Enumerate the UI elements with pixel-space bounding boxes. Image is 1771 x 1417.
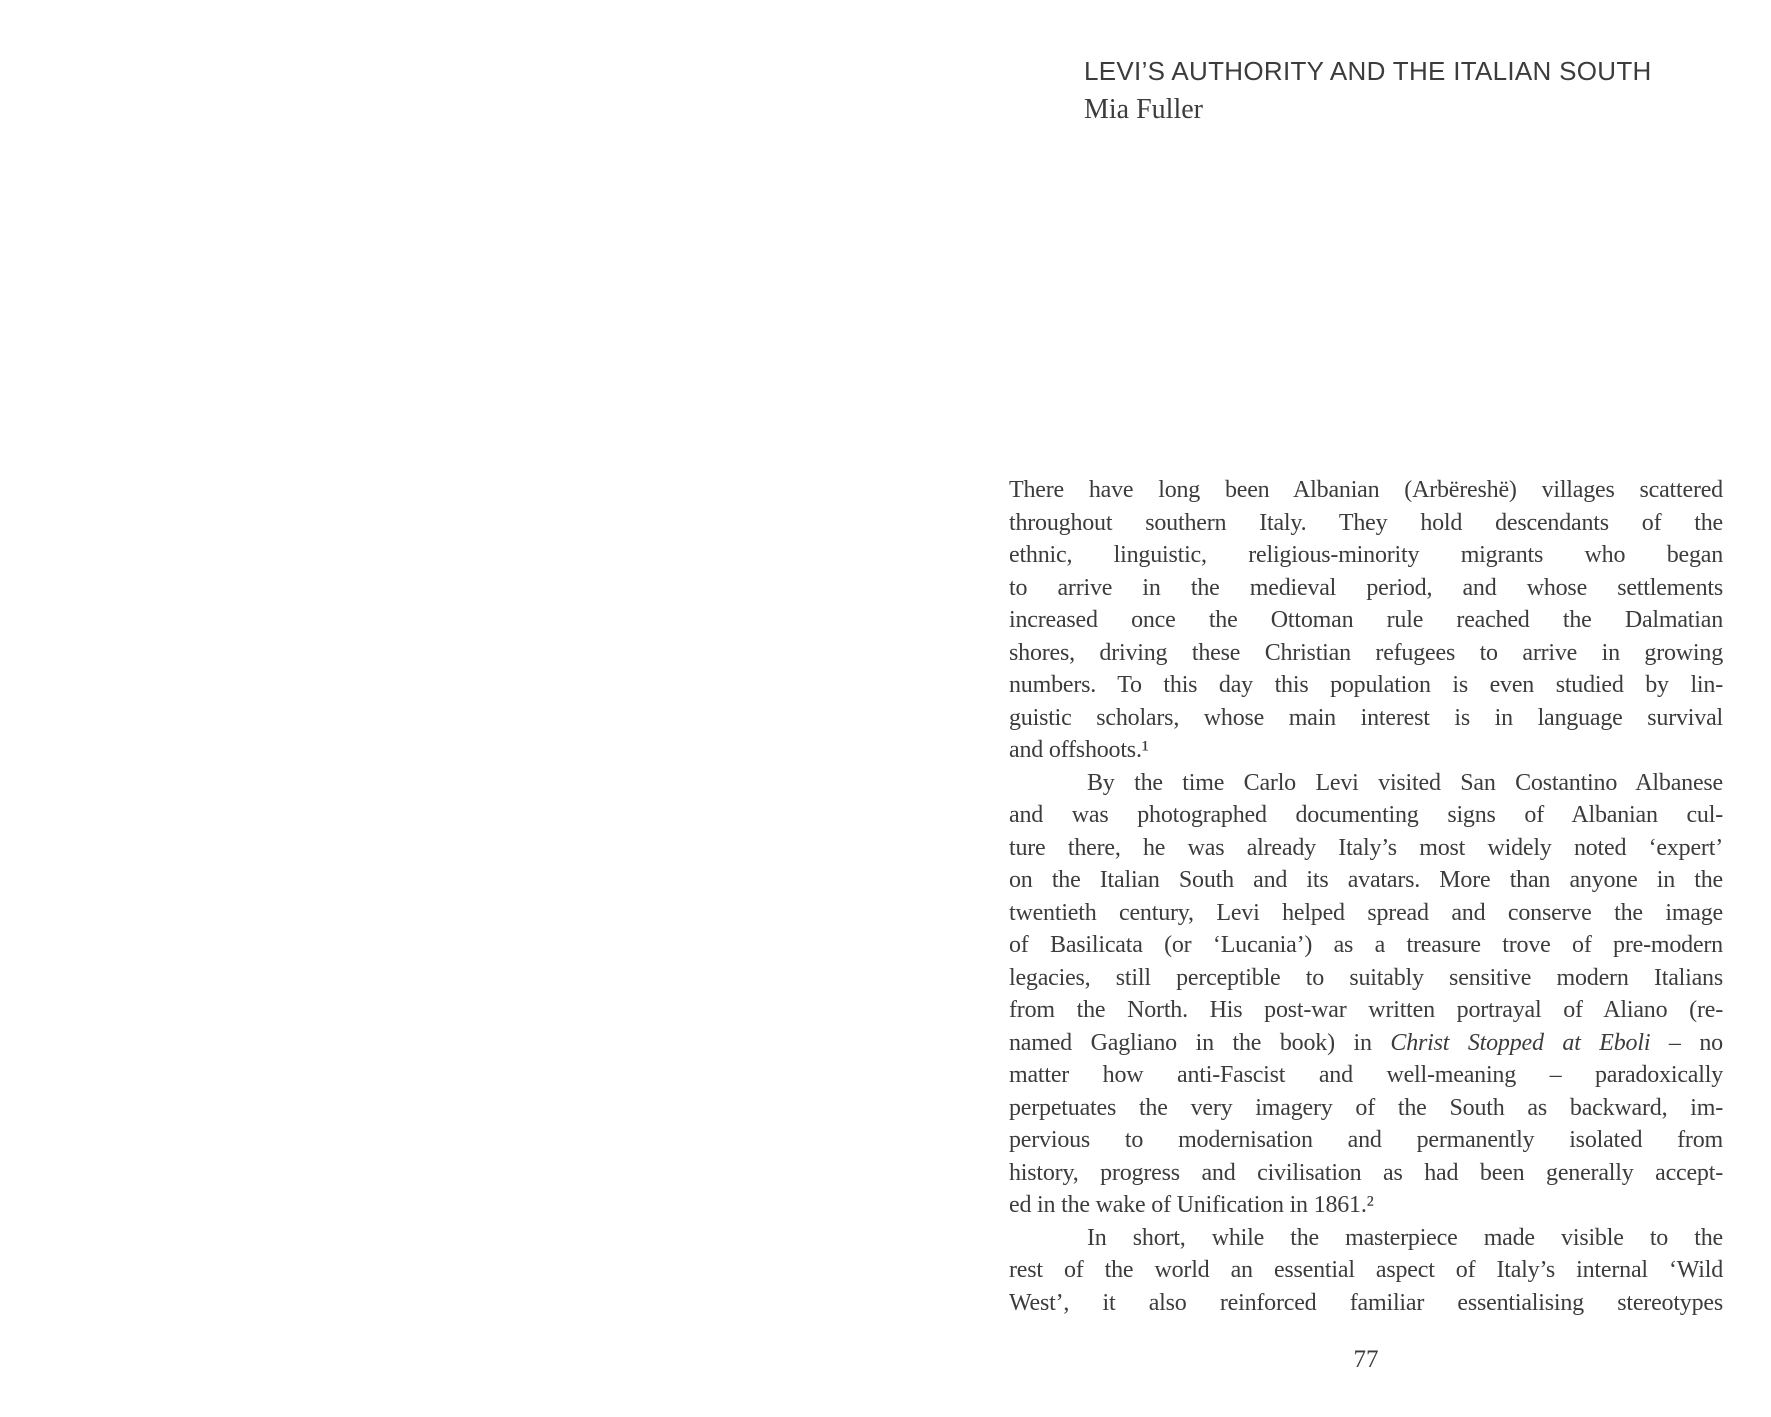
text-line: and was photographed documenting signs of Albanian cul- <box>1009 802 1723 828</box>
text-line: There have long been Albanian (Arbëreshë) villages scattered <box>1009 477 1723 503</box>
page-number: 77 <box>1353 1346 1379 1373</box>
text-line: By the time Carlo Levi visited San Costantino Albanese <box>1087 769 1723 796</box>
text-line: West’, it also reinforced familiar essentialising stereotypes <box>1009 1289 1723 1316</box>
text-line: pervious to modernisation and permanently isolated from <box>1009 1127 1723 1153</box>
text-line: ture there, he was already Italy’s most widely noted ‘expert’ <box>1009 834 1723 861</box>
text-line: matter how anti-Fascist and well-meaning – paradoxically <box>1009 1062 1723 1088</box>
text-line: named Gagliano in the book) in Christ Stopped at Eboli – no <box>1009 1029 1723 1056</box>
chapter-header <box>1084 56 1652 126</box>
text-line: rest of the world an essential aspect of Italy’s internal ‘Wild <box>1009 1257 1723 1283</box>
paragraph <box>1009 474 1723 767</box>
text-line: and offshoots.¹ <box>1009 737 1149 763</box>
text-line: to arrive in the medieval period, and whose settlements <box>1009 574 1723 601</box>
text-line: In short, while the masterpiece made visible to the <box>1087 1224 1723 1251</box>
text-line: on the Italian South and its avatars. More than anyone in the <box>1009 867 1723 893</box>
text-line: ethnic, linguistic, religious-minority migrants who began <box>1009 542 1723 568</box>
text-line: ed in the wake of Unification in 1861.² <box>1009 1192 1374 1218</box>
text-line: shores, driving these Christian refugees to arrive in growing <box>1009 639 1723 666</box>
paragraph <box>1009 767 1723 1222</box>
text-line: from the North. His post-war written portrayal of Aliano (re- <box>1009 997 1723 1023</box>
text-line: numbers. To this day this population is even studied by lin- <box>1009 672 1723 698</box>
chapter-title: LEVI’S AUTHORITY AND THE ITALIAN SOUTH <box>1084 56 1652 86</box>
text-line: increased once the Ottoman rule reached the Dalmatian <box>1009 607 1723 633</box>
paragraph <box>1009 1222 1723 1320</box>
text-line: legacies, still perceptible to suitably sensitive modern Italians <box>1009 964 1723 991</box>
body-text <box>1009 474 1723 1319</box>
text-line: of Basilicata (or ‘Lucania’) as a treasure trove of pre-modern <box>1009 932 1723 958</box>
text-line: twentieth century, Levi helped spread and conserve the image <box>1009 899 1723 926</box>
text-line: perpetuates the very imagery of the South as backward, im- <box>1009 1094 1723 1121</box>
chapter-author: Mia Fuller <box>1084 94 1203 125</box>
text-line: history, progress and civilisation as had been generally accept- <box>1009 1159 1723 1186</box>
text-line: guistic scholars, whose main interest is in language survival <box>1009 704 1723 731</box>
text-line: throughout southern Italy. They hold descendants of the <box>1009 509 1723 536</box>
